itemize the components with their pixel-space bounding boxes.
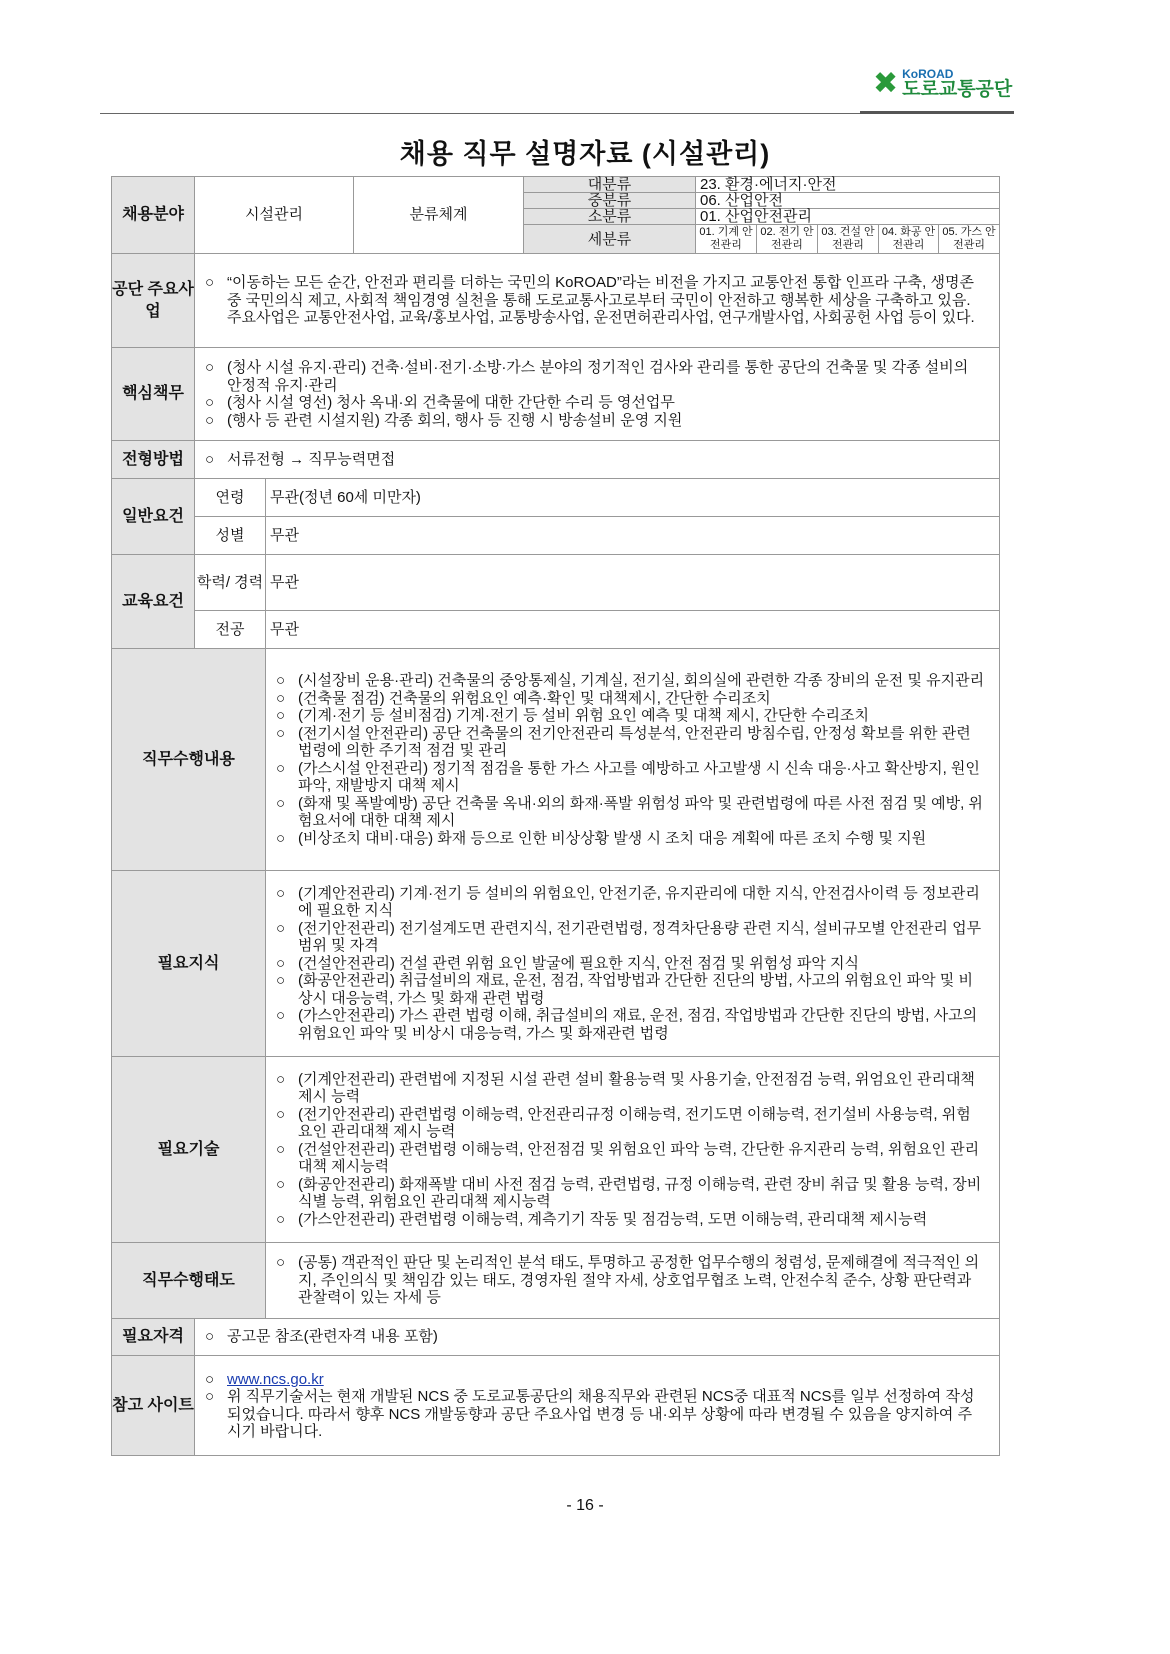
class-key: 소분류 — [524, 209, 696, 225]
knowledge-label: 필요지식 — [112, 871, 266, 1057]
age-label: 연령 — [195, 479, 266, 517]
bullet-marker: ○ — [205, 394, 215, 411]
bullet-marker: ○ — [205, 1388, 215, 1405]
list-item — [205, 451, 985, 469]
list-item — [276, 1007, 985, 1042]
bullet-marker: ○ — [276, 972, 286, 990]
list-item — [205, 1388, 985, 1441]
list-item — [205, 412, 985, 430]
header-rule-accent — [860, 111, 1014, 114]
bullet-marker: ○ — [276, 724, 286, 742]
bullet-marker: ○ — [205, 359, 215, 376]
reference-label: 참고 사이트 — [112, 1356, 195, 1456]
sub-class: 01. 기계 안전관리 — [696, 225, 757, 254]
bullet-marker: ○ — [276, 794, 286, 812]
item-text: (가스안전관리) 관련법령 이해능력, 계측기기 작동 및 점검능력, 도면 이해능력, 관리대책 제시능력 — [298, 1210, 928, 1228]
list-item — [276, 725, 985, 760]
job-description-table — [111, 176, 1000, 1456]
list-item — [276, 955, 985, 973]
item-text: (청사 시설 영선) 청사 옥내·외 건축물에 대한 간단한 수리 등 영선업무 — [227, 394, 675, 411]
item-text: (기계안전관리) 관련법에 지정된 시설 관련 설비 활용능력 및 사용기술, 안전점검 능력, 위엄요인 관리대책 제시 능력 — [298, 1070, 975, 1106]
list-item — [205, 359, 985, 394]
duty-label: 핵심책무 — [112, 348, 195, 441]
logo-ko: 도로교통공단 — [902, 79, 1013, 100]
item-text: 서류전형 → 직무능력면접 — [227, 450, 396, 468]
duty-content — [195, 348, 1000, 441]
list-item — [205, 1328, 985, 1346]
page-title: 채용 직무 설명자료 (시설관리) — [399, 139, 771, 169]
item-text: 공고문 참조(관련자격 내용 포함) — [227, 1328, 438, 1346]
bullet-marker: ○ — [276, 1175, 286, 1193]
bullet-marker: ○ — [276, 1210, 286, 1228]
bullet-marker: ○ — [276, 884, 286, 902]
list-item — [276, 1211, 985, 1229]
item-text: (전기시설 안전관리) 공단 건축물의 전기안전관리 특성분석, 안전관리 방침수립, 안정성 확보를 위한 관련 법령에 의한 주기적 점검 및 관리 — [298, 724, 971, 759]
general-label: 일반요건 — [112, 479, 195, 555]
skills-label: 필요기술 — [112, 1057, 266, 1243]
knowledge-content — [266, 871, 1000, 1057]
logo-clover-icon: ✖ — [873, 66, 899, 100]
item-text: (행사 등 관련 시설지원) 각종 회의, 행사 등 진행 시 방송설비 운영 지원 — [227, 411, 683, 429]
item-text: (건설안전관리) 건설 관련 위험 요인 발굴에 필요한 지식, 안전 점검 및 위험성 파악 지식 — [298, 954, 859, 972]
field-value: 시설관리 — [195, 177, 354, 254]
reference-content — [195, 1356, 1000, 1456]
major-value: 무관 — [266, 611, 1000, 649]
major-label: 전공 — [195, 611, 266, 649]
selection-content — [195, 441, 1000, 479]
business-content — [195, 254, 1000, 348]
class-value: 06. 산업안전 — [696, 193, 1000, 209]
attitude-label: 직무수행태도 — [112, 1243, 266, 1319]
classification-label: 분류체계 — [354, 177, 524, 254]
selection-label: 전형방법 — [112, 441, 195, 479]
list-item — [276, 920, 985, 955]
qualification-content — [195, 1319, 1000, 1356]
page-number: - 16 - — [566, 1497, 604, 1514]
career-value: 무관 — [266, 555, 1000, 611]
bullet-marker: ○ — [276, 1070, 286, 1088]
list-item — [276, 707, 985, 725]
education-label: 교육요건 — [112, 555, 195, 649]
field-label: 채용분야 — [112, 177, 195, 254]
class-key: 대분류 — [524, 177, 696, 193]
list-item — [276, 1176, 985, 1211]
ncs-link[interactable]: www.ncs.go.kr — [227, 1370, 324, 1388]
item-text: (기계·전기 등 설비점검) 기계·전기 등 설비 위험 요인 예측 및 대책 제시, 간단한 수리조치 — [298, 707, 869, 724]
bullet-marker: ○ — [276, 1007, 286, 1025]
list-item — [276, 830, 985, 848]
list-item — [276, 885, 985, 920]
class-key: 세분류 — [524, 225, 696, 254]
bullet-marker: ○ — [276, 1140, 286, 1158]
bullet-marker: ○ — [205, 450, 215, 468]
list-item — [276, 1071, 985, 1106]
sub-class: 04. 화공 안전관리 — [879, 225, 939, 254]
bullet-marker: ○ — [205, 1328, 215, 1346]
item-text: “이동하는 모든 순간, 안전과 편리를 더하는 국민의 KoROAD”라는 비전을 가지고 교통안전 통합 인프라 구축, 생명존중 국민의식 제고, 사회적 책임경영 실천을 통해 도로교통사고로부터 국민이 안전하고 행복한 세상을 구축하고 있음. 주요사업은 교통안전사업, 교육/홍보사업, 교통방송사업, 운전면허관리사업, 연구개발사업, 사회공헌 사업 등이 있다. — [227, 274, 975, 327]
list-item — [276, 1106, 985, 1141]
class-key: 중분류 — [524, 193, 696, 209]
list-item — [276, 1141, 985, 1176]
item-text: (가스시설 안전관리) 정기적 점검을 통한 가스 사고를 예방하고 사고발생 시 신속 대응·사고 확산방지, 원인 파악, 재발방지 대책 제시 — [298, 759, 980, 794]
bullet-marker: ○ — [276, 707, 286, 724]
bullet-marker: ○ — [276, 1105, 286, 1123]
bullet-marker: ○ — [276, 689, 286, 707]
bullet-marker: ○ — [276, 829, 286, 847]
attitude-content — [266, 1243, 1000, 1319]
sex-label: 성별 — [195, 517, 266, 555]
bullet-marker: ○ — [205, 411, 215, 429]
item-text: (공통) 객관적인 판단 및 논리적인 분석 태도, 투명하고 공정한 업무수행의 청렴성, 문제해결에 적극적인 의지, 주인의식 및 책임감 있는 태도, 경영자원 절약 자세, 상호업무협조 노력, 안전수칙 준수, 상황 판단력과 관찰력이 있는 자세 등 — [298, 1254, 980, 1307]
list-item — [276, 1254, 985, 1307]
bullet-marker: ○ — [276, 672, 286, 689]
bullet-marker: ○ — [205, 1370, 215, 1388]
list-item — [205, 274, 985, 327]
career-label: 학력/ 경력 — [195, 555, 266, 611]
item-text: (건축물 점검) 건축물의 위험요인 예측·확인 및 대책제시, 간단한 수리조치 — [298, 689, 771, 707]
item-text: (기계안전관리) 기계·전기 등 설비의 위험요인, 안전기준, 유지관리에 대한 지식, 안전검사이력 등 정보관리에 필요한 지식 — [298, 884, 980, 920]
age-value: 무관(정년 60세 미만자) — [266, 479, 1000, 517]
sex-value: 무관 — [266, 517, 1000, 555]
item-text: 위 직무기술서는 현재 개발된 NCS 중 도로교통공단의 채용직무와 관련된 NCS중 대표적 NCS를 일부 선정하여 작성되었습니다. 따라서 향후 NCS 개발동향과 공단 주요사업 변경 등 내·외부 상황에 따라 변경될 수 있음을 양지하여 주시기 바랍니다. — [227, 1388, 975, 1440]
logo-en: KoROAD — [902, 67, 954, 81]
list-item — [276, 972, 985, 1007]
list-item — [205, 394, 985, 412]
bullet-marker: ○ — [205, 274, 215, 292]
bullet-marker: ○ — [276, 954, 286, 972]
business-label: 공단 주요사업 — [112, 254, 195, 348]
sub-class: 05. 가스 안전관리 — [939, 225, 1000, 254]
list-item — [276, 760, 985, 795]
item-text: (전기안전관리) 전기설계도면 관련지식, 전기관련법령, 정격차단용량 관련 지식, 설비규모별 안전관리 업무범위 및 자격 — [298, 919, 982, 955]
class-value: 01. 산업안전관리 — [696, 209, 1000, 225]
skills-content — [266, 1057, 1000, 1243]
item-text: (청사 시설 유지·관리) 건축·설비·전기·소방·가스 분야의 정기적인 검사와 관리를 통한 공단의 건축물 및 각종 설비의 안정적 유지·관리 — [227, 359, 969, 394]
reference-notes — [205, 1388, 985, 1441]
item-text: (가스안전관리) 가스 관련 법령 이해, 취급설비의 재료, 운전, 점검, 작업방법과 간단한 진단의 방법, 사고의 위험요인 파악 및 비상시 대응능력, 가스 및 화재관련 법령 — [298, 1007, 978, 1042]
item-text: (비상조치 대비·대응) 화재 등으로 인한 비상상황 발생 시 조치 대응 계획에 따른 조치 수행 및 지원 — [298, 829, 927, 847]
qualification-label: 필요자격 — [112, 1319, 195, 1356]
bullet-marker: ○ — [276, 1254, 286, 1272]
item-text: (전기안전관리) 관련법령 이해능력, 안전관리규정 이해능력, 전기도면 이해능력, 전기설비 사용능력, 위험요인 관리대책 제시 능력 — [298, 1105, 971, 1141]
class-value: 23. 환경·에너지·안전 — [696, 177, 1000, 193]
list-item — [276, 690, 985, 708]
sub-class: 03. 건설 안전관리 — [818, 225, 879, 254]
item-text: (화재 및 폭발예방) 공단 건축물 옥내·외의 화재·폭발 위험성 파악 및 관련법령에 따른 사전 점검 및 예방, 위험요서에 대한 대책 제시 — [298, 794, 983, 829]
item-text: (화공안전관리) 취급설비의 재료, 운전, 점검, 작업방법과 간단한 진단의 방법, 사고의 위험요인 파악 및 비상시 대응능력, 가스 및 화재 관련 법령 — [298, 972, 973, 1007]
tasks-label: 직무수행내용 — [112, 649, 266, 871]
bullet-marker: ○ — [276, 759, 286, 777]
item-text: (건설안전관리) 관련법령 이해능력, 안전점검 및 위험요인 파악 능력, 간단한 유지관리 능력, 위험요인 관리대책 제시능력 — [298, 1140, 980, 1176]
tasks-content — [266, 649, 1000, 871]
bullet-marker: ○ — [276, 919, 286, 937]
koroad-logo — [873, 68, 1012, 99]
item-text: (화공안전관리) 화재폭발 대비 사전 점검 능력, 관련법령, 규정 이해능력, 관련 장비 취급 및 활용 능력, 장비 식별 능력, 위험요인 관리대책 제시능력 — [298, 1175, 982, 1211]
list-item — [276, 795, 985, 830]
sub-class: 02. 전기 안전관리 — [757, 225, 818, 254]
list-item — [276, 672, 985, 690]
item-text: (시설장비 운용·관리) 건축물의 중앙통제실, 기계실, 전기실, 회의실에 관련한 각종 장비의 운전 및 유지관리 — [298, 672, 985, 689]
